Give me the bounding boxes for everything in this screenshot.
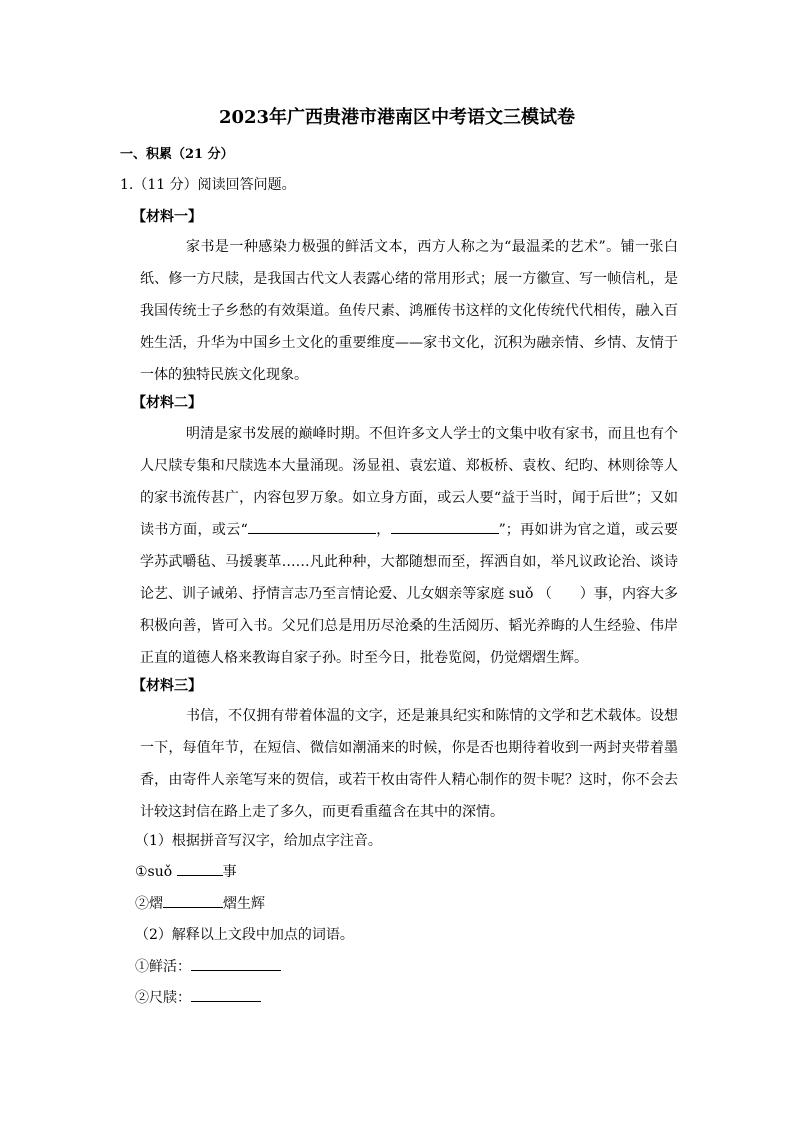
subquestion-2-prompt: （2）解释以上文段中加点的词语。 — [135, 927, 354, 943]
term-2-label: ②尺牍： — [135, 990, 191, 1006]
answer-blank-suo[interactable] — [177, 861, 223, 876]
material-2-part3: ”；再如讲为官之道，或云要学苏武嚼毡、马援裹革……凡此种种，大都随想而至，挥洒自如，举凡议政论治、谈诗论艺、训子诫弟、抒情言志乃至言情论爱、儿女姻亲等家庭 suǒ （ ）事，内容大多积极向善，皆可入书。父兄们总是用历尽沧桑的生活阅历、韬光养晦的人生经验、伟岸正直的道德人格来教诲自家子孙。时至今日，批卷览阅，仍觉熠熠生辉。 — [140, 522, 678, 666]
section-heading: 一、积累（21 分） — [120, 147, 234, 162]
item-1-prefix: ①suǒ — [135, 864, 177, 880]
item-2-suffix: 熠生辉 — [223, 896, 265, 912]
fill-blank-1[interactable] — [248, 519, 376, 534]
subquestion-1-prompt: （1）根据拼音写汉字，给加点字注音。 — [135, 833, 382, 849]
subquestion-2-item-1 — [135, 956, 281, 977]
fill-blank-2[interactable] — [391, 519, 499, 534]
subquestion-1-item-2 — [135, 893, 265, 914]
material-3-label: 【材料三】 — [132, 678, 202, 694]
answer-blank-xianhuo[interactable] — [191, 956, 281, 971]
term-1-label: ①鲜活： — [135, 959, 191, 975]
subquestion-1-item-1 — [135, 861, 237, 882]
answer-blank-yi[interactable] — [163, 893, 223, 908]
material-2-comma: ， — [375, 522, 391, 538]
material-3-text: 书信，不仅拥有带着体温的文字，还是兼具纪实和陈情的文学和艺术载体。设想一下，每值年节，在短信、微信如潮涌来的时候，你是否也期待着收到一两封夹带着墨香，由寄件人亲笔写来的贺信，或若干枚由寄件人精心制作的贺卡呢？这时，你不会去计较这封信在路上走了多久，而更看重蕴含在其中的深情。 — [140, 708, 678, 820]
question-1-stem: 1.（11 分）阅读回答问题。 — [120, 177, 296, 193]
item-1-suffix: 事 — [222, 864, 237, 880]
answer-blank-chidu[interactable] — [191, 987, 261, 1002]
subquestion-2-item-2 — [135, 987, 261, 1008]
material-2-part1: 明清是家书发展的巅峰时期。不但许多文人学士的文集中收有家书，而且也有个人尺牍专集和尺牍选本大量涌现。汤显祖、袁宏道、郑板桥、袁枚、纪昀、林则徐等人的家书流传甚广，内容包罗万象。如立身方面，或云人要“益于当时，闻于后世”；又如读书方面，或云“ — [140, 426, 678, 538]
material-1-label: 【材料一】 — [132, 209, 202, 225]
material-1-text: 家书是一种感染力极强的鲜活文本，西方人称之为“最温柔的艺术”。铺一张白纸、修一方尺牍，是我国古代文人表露心绪的常用形式；展一方徽宣、写一帧信札，是我国传统士子乡愁的有效渠道。鱼传尺素、鸿雁传书这样的文化传统代代相传，融入百姓生活，升华为中国乡土文化的重要维度——家书文化，沉积为融亲情、乡情、友情于一体的独特民族文化现象。 — [140, 239, 678, 383]
material-2-label: 【材料二】 — [132, 395, 202, 411]
page-title: 2023年广西贵港市港南区中考语文三模试卷 — [218, 107, 576, 128]
material-2-text — [140, 418, 678, 674]
item-2-prefix: ②熠 — [135, 896, 163, 912]
